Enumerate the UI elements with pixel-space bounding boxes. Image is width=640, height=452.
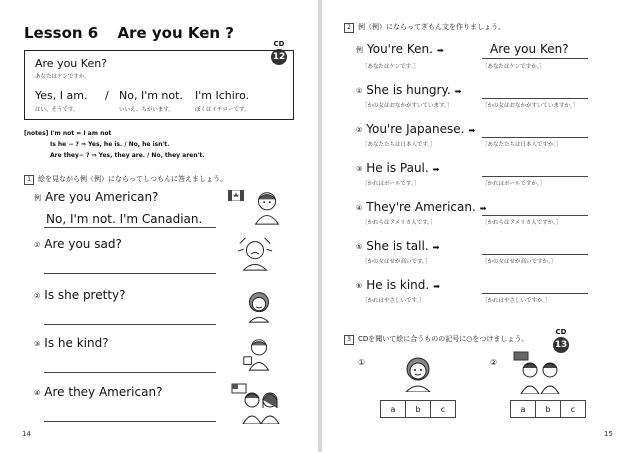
answer-2-jp: ［あなたたちは日本人ですか。］	[482, 142, 562, 148]
choice-c[interactable]: c	[561, 401, 586, 418]
item-mark: ⑤	[356, 242, 363, 251]
sentence-2-jp: ［あなたたちは日本人です。］	[362, 142, 436, 148]
woman-illustration	[398, 352, 438, 392]
answer-1-jp: ［かの女はおなかがすいていますか。］	[482, 103, 579, 109]
arrow-right-icon: ➡	[433, 282, 440, 291]
section-instruction: 例（例）にならってぎもん文を作りましょう。	[358, 23, 505, 31]
question-1	[34, 237, 122, 251]
arrow-right-icon: ➡	[432, 243, 440, 252]
sentence-4	[356, 200, 487, 214]
section-3-heading	[344, 334, 528, 345]
answer-4-jp: ［かれらはアメリカ人ですか。］	[482, 220, 562, 226]
sentence-2	[356, 122, 475, 136]
question-3	[34, 336, 109, 350]
key-dialog-box	[24, 50, 294, 120]
sentence-text: He is Paul.	[366, 161, 429, 175]
arrow-right-icon: ➡	[454, 87, 462, 96]
boy-holding-object-illustration	[240, 334, 278, 372]
section-number: 3	[344, 335, 354, 345]
dialog-question: Are you Ken?	[35, 57, 108, 70]
item-mark: ④	[34, 388, 41, 397]
sentence-text: They're American.	[366, 200, 476, 214]
note-line: [notes] I'm not = I am not	[24, 130, 112, 137]
dialog-answer-name-jp: ぼくはイチローです。	[195, 107, 250, 113]
example-sentence-jp: ［あなたはケンです。］	[362, 64, 420, 70]
choice-b[interactable]: b	[536, 401, 561, 418]
cd-track-number: 13	[554, 340, 568, 350]
example-question-text: Are you American?	[45, 190, 159, 204]
item-mark: ⑥	[356, 281, 363, 290]
two-people-illustration	[230, 380, 286, 424]
answer-line-4[interactable]	[44, 421, 216, 422]
sentence-6-jp: ［かれはやさしいです。］	[362, 298, 425, 304]
question-2	[34, 288, 126, 302]
question-text: Are you sad?	[44, 237, 122, 251]
canada-flag-icon	[228, 190, 244, 201]
answer-line-3[interactable]	[482, 176, 588, 177]
dialog-question-jp: あなたはケンですか。	[35, 74, 90, 80]
answer-6-jp: ［かれはやさしいですか。］	[482, 298, 551, 304]
sentence-1	[356, 83, 461, 97]
canadian-boy-illustration	[248, 188, 286, 226]
answer-line-5[interactable]	[482, 254, 588, 255]
item-mark: ②	[356, 125, 363, 134]
answer-3-jp: ［かれはポールですか。］	[482, 181, 546, 187]
note-line: Are they− ? ⇒ Yes, they are. / No, they aren't.	[50, 152, 205, 159]
answer-line-2[interactable]	[482, 137, 588, 138]
item-mark: ②	[34, 291, 41, 300]
answer-line	[44, 227, 216, 228]
sentence-3-jp: ［かれはポールです。］	[362, 181, 420, 187]
sentence-3	[356, 161, 439, 175]
answer-line-2[interactable]	[44, 324, 216, 325]
example-mark: 例	[356, 45, 363, 54]
dialog-answer-no: No, I'm not.	[119, 89, 183, 102]
answer-5-jp: ［かの女はせが高いですか。］	[482, 259, 557, 265]
arrow-right-icon: ➡	[436, 46, 444, 55]
item-mark: ①	[34, 240, 41, 249]
question-text: Are they American?	[44, 385, 163, 399]
sentence-text: He is kind.	[366, 278, 430, 292]
listening-item-2-mark: ②	[490, 358, 498, 367]
example-answer: Are you Ken?	[490, 42, 569, 56]
dialog-slash: /	[105, 89, 109, 102]
answer-line-1[interactable]	[482, 98, 588, 99]
lesson-phrase: Are you Ken ?	[117, 24, 234, 42]
choice-a[interactable]: a	[381, 401, 406, 418]
section-1-heading	[24, 174, 227, 185]
section-number: 1	[24, 175, 34, 185]
page-number-right: 15	[604, 430, 613, 438]
section-instruction: 絵を見ながら例（例）にならってしつもんに答えましょう。	[38, 175, 227, 183]
dialog-answer-yes-jp: はい、そうです。	[35, 107, 79, 113]
page-number-left: 14	[22, 430, 31, 438]
dialog-answer-yes: Yes, I am.	[35, 89, 88, 102]
sentence-5	[356, 239, 439, 253]
sentence-text: She is tall.	[366, 239, 429, 253]
section-number: 2	[344, 23, 354, 33]
answer-line-3[interactable]	[44, 372, 216, 373]
note-line: Is he − ? ⇒ Yes, he is. / No, he isn't.	[50, 141, 170, 148]
question-4	[34, 385, 162, 399]
example-sentence-text: You're Ken.	[367, 42, 433, 56]
answer-line	[482, 58, 588, 59]
listening-item-1-mark: ①	[358, 358, 366, 367]
arrow-right-icon: ➡	[479, 204, 487, 213]
example-mark: 例	[34, 193, 41, 202]
example-question	[34, 190, 158, 204]
choice-table	[380, 400, 456, 418]
item-mark: ③	[34, 339, 41, 348]
sentence-4-jp: ［かれらはアメリカ人です。］	[362, 220, 436, 226]
choice-box-1	[380, 400, 456, 418]
section-2-heading	[344, 22, 505, 33]
choice-b[interactable]: b	[406, 401, 431, 418]
sentence-5-jp: ［かの女はせが高いです。］	[362, 259, 431, 265]
lesson-number: Lesson 6	[24, 24, 99, 42]
dialog-answer-name: I'm Ichiro.	[195, 89, 250, 102]
sentence-text: You're Japanese.	[366, 122, 465, 136]
example-answer: No, I'm not. I'm Canadian.	[46, 212, 203, 226]
girl-illustration	[240, 286, 278, 324]
cd-track-number: 12	[272, 52, 286, 62]
sentence-1-jp: ［かの女はおなかがすいています。］	[362, 103, 453, 109]
choice-a[interactable]: a	[511, 401, 536, 418]
choice-c[interactable]: c	[431, 401, 456, 418]
choice-table	[510, 400, 586, 418]
answer-line-1[interactable]	[44, 273, 216, 274]
sad-boy-illustration	[236, 234, 274, 272]
section-instruction: CDを聞いて絵に合うものの記号に○をつけましょう。	[358, 335, 529, 343]
question-text: Is he kind?	[44, 336, 109, 350]
cd-label: CD	[273, 40, 285, 48]
cd-label: CD	[555, 328, 567, 336]
sentence-6	[356, 278, 440, 292]
example-answer-jp: ［あなたはケンですか。］	[482, 64, 545, 70]
sentence-text: She is hungry.	[366, 83, 451, 97]
dialog-answer-no-jp: いいえ、ちがいます。	[119, 107, 174, 113]
grammar-notes	[24, 128, 204, 161]
example-sentence	[356, 42, 444, 56]
question-text: Is she pretty?	[44, 288, 126, 302]
arrow-right-icon: ➡	[432, 165, 440, 174]
item-mark: ④	[356, 203, 363, 212]
lesson-title	[24, 24, 234, 42]
answer-line-4[interactable]	[482, 215, 588, 216]
item-mark: ③	[356, 164, 363, 173]
right-page	[322, 0, 640, 452]
answer-line-6[interactable]	[482, 293, 588, 294]
choice-box-2	[510, 400, 586, 418]
arrow-right-icon: ➡	[468, 126, 476, 135]
two-boys-illustration	[512, 350, 568, 394]
item-mark: ①	[356, 86, 363, 95]
left-page	[0, 0, 319, 452]
